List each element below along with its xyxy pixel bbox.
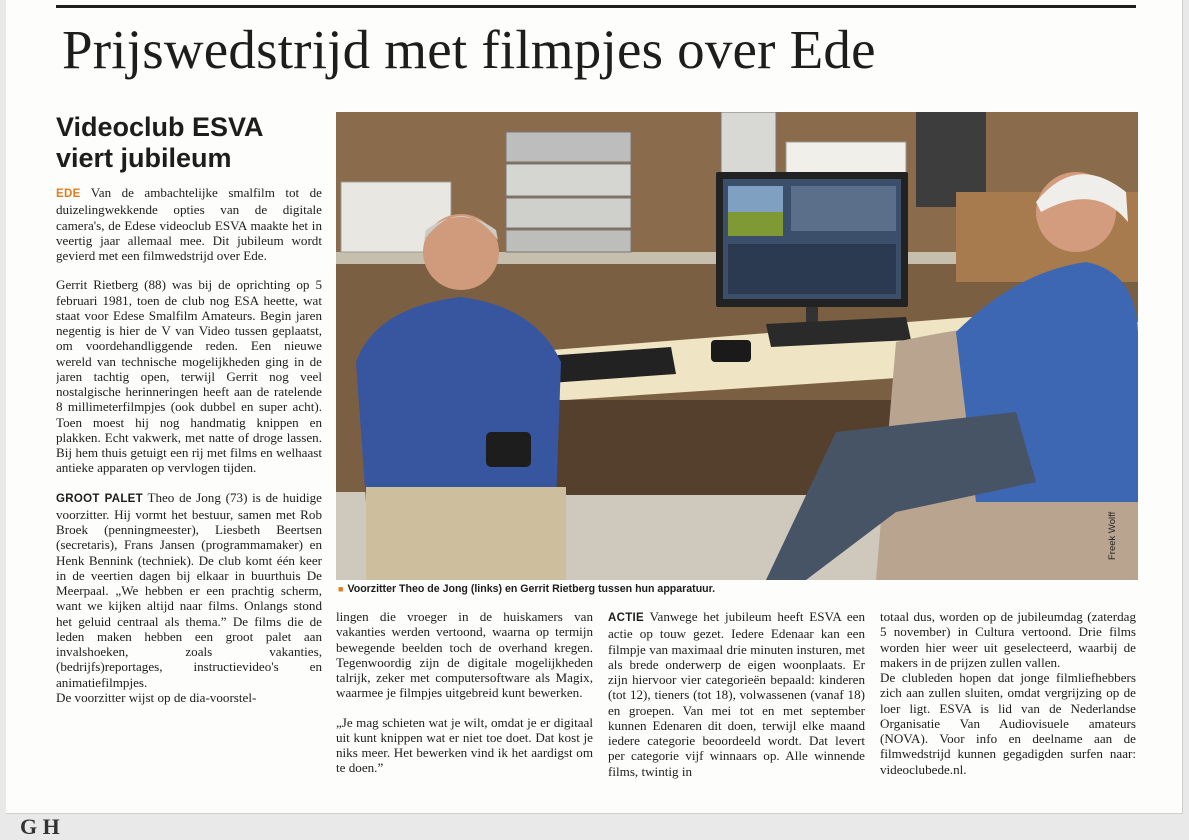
- section-lead: GROOT PALET: [56, 492, 143, 505]
- dateline: EDE: [56, 188, 81, 200]
- photo-credit: Freek Wolff: [1107, 511, 1118, 560]
- article-headline: Prijswedstrijd met filmpjes over Ede: [62, 19, 876, 80]
- caption-text: Voorzitter Theo de Jong (links) en Gerrit Rietberg tussen hun apparatuur.: [347, 583, 716, 595]
- paragraph: [608, 609, 865, 779]
- photo-caption: [338, 583, 1128, 595]
- paragraph: totaal dus, worden op de jubileumdag (zaterdag 5 november) in Cultura vertoond. Drie films worden hier weer uit geselecteerd, waarbij de makers in de prijzen zullen vallen.: [880, 609, 1136, 670]
- section-lead: ACTIE: [608, 612, 644, 624]
- article-column-1: [56, 185, 322, 805]
- paragraph-text: Van de ambachtelijke smalfilm tot de duizelingwekkende opties van de digitale camera's, de Edese videoclub ESVA maakte het in veertig jaar allemaal mee. Dit jubileum wordt gevierd met een filmwedstrijd over Ede.: [56, 185, 322, 263]
- newspaper-page: [6, 0, 1183, 814]
- paragraph-text: Vanwege het jubileum heeft ESVA een actie op touw gezet. Iedere Edenaar kan een filmpje van maximaal drie minuten insturen, met als brede onderwerp de eigen woonplaats. Er zijn hiervoor vier categorieën bepaald: kinderen (tot 12), tieners (tot 18), volwassenen (vanaf 18) en groepen. Van mei tot en met september kunnen Edenaren dit doen, terwijl elke maand iedere categorie beoordeeld wordt. Dat levert per categorie vijf winnaars op. Alle winnende films, twintig in: [608, 609, 865, 779]
- article-column-2: [336, 609, 593, 809]
- article-column-3: [608, 609, 865, 809]
- paragraph: Gerrit Rietberg (88) was bij de oprichting op 5 februari 1981, toen de club nog ESA heette, wat staat voor Edese Smalfilm Amateurs. Begin jaren negentig is hier de V van Video tussen geplaatst, om voordehandliggende reden. Een nieuwe wereld van technische mogelijkheden ging in de jaren tachtig open, terwijl Gerrit nog veel nostalgische herinneringen heeft aan de ratelende 8 millimeterfilmpjes (ook dubbel en super acht). Toen moest hij nog handmatig knippen en plakken. Echt vakwerk, met natte of droge lassen. Bij hem thuis getuigt een rij met films en welhaast antieke apparaten op vervlogen tijden.: [56, 277, 322, 476]
- paragraph: [56, 185, 322, 263]
- article-column-4: [880, 609, 1136, 809]
- article-photo: [336, 112, 1138, 580]
- paragraph-text: Theo de Jong (73) is de huidige voorzitter. Hij vormt het bestuur, samen met Rob Broek (penningmeester), Liesbeth Beertsen (secretaris), Frans Jansen (programmamaker) en Henk Bennink (techniek). De club komt één keer in de veertien dagen bij elkaar in buurthuis De Meerpaal. „We hebben er een prachtig scherm, want we kijken altijd naar films. Onlangs stond het geluid centraal als thema.” De films die de leden maken hebben een groot palet aan invalshoeken, zoals vakanties, (bedrijfs)reportages, instructievideo's en animatiefilmpjes.: [56, 489, 322, 690]
- paragraph: [56, 490, 322, 690]
- paragraph: De clubleden hopen dat jonge filmliefhebbers zich aan zullen sluiten, omdat vergrijzing op de loer ligt. ESVA is lid van de Nederlandse Organisatie Van Audiovisuele amateurs (NOVA). Voor info en deelname aan de filmwedstrijd kunnen gegadigden surfen naar: videoclubede.nl.: [880, 670, 1136, 777]
- paragraph: De voorzitter wijst op de dia-voorstel-: [56, 689, 257, 705]
- paragraph: „Je mag schieten wat je wilt, omdat je er digitaal uit kunt knippen wat er niet toe doet. Dat kost je niks meer. Het bewerken vind ik het aardigst om te doen.”: [336, 714, 593, 776]
- paragraph: lingen die vroeger in de huiskamers van vakanties werden vertoond, waarna op termijn bewegende beelden toch de overhand kregen. Tegenwoordig zijn de digitale mogelijkheden talrijk, zeker met computersoftware als Magix, waarmee je filmpjes uitgebreid kunt bewerken.: [336, 609, 593, 701]
- top-rule: [56, 5, 1136, 8]
- caption-bullet-icon: ■: [338, 584, 344, 594]
- photo-illustration: [336, 112, 1138, 580]
- next-article-fragment: G H: [20, 814, 60, 839]
- article-subhead: Videoclub ESVA viert jubileum: [56, 112, 263, 173]
